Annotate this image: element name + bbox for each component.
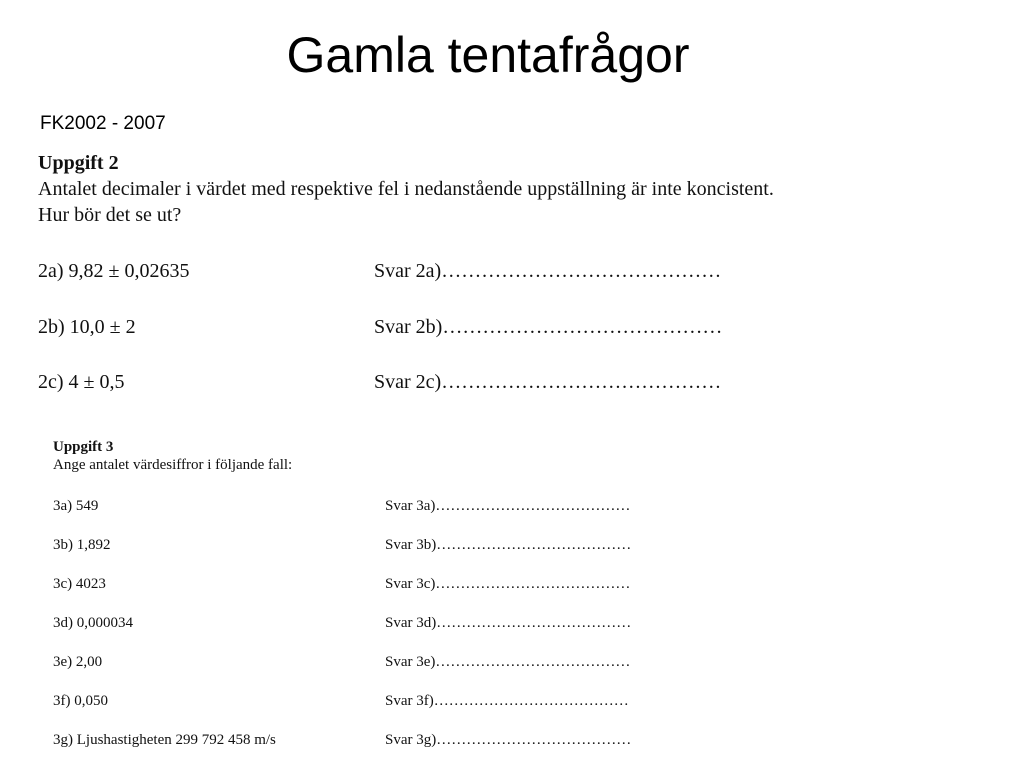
task2-item	[38, 314, 938, 340]
task2-item	[38, 258, 938, 284]
task3-item	[53, 613, 753, 633]
task3-question: 3c) 4023	[53, 576, 106, 592]
task3-item	[53, 691, 753, 711]
task3-text: Ange antalet värdesiffror i följande fall:	[53, 457, 293, 473]
task3-excerpt	[53, 438, 753, 748]
task3-question: 3b) 1,892	[53, 537, 111, 553]
task3-question: 3g) Ljushastigheten 299 792 458 m/s	[53, 732, 276, 748]
task2-text	[38, 176, 918, 228]
task3-answer-line: Svar 3a)…………………………………	[385, 498, 631, 514]
task3-answer-line: Svar 3b)…………………………………	[385, 537, 632, 553]
task3-item	[53, 574, 753, 594]
task3-item	[53, 496, 753, 516]
task3-answer-line: Svar 3f)…………………………………	[385, 693, 629, 709]
slide-title: Gamla tentafrågor	[286, 27, 690, 83]
task3-item	[53, 652, 753, 672]
task2-answer-line: Svar 2a)……………………………………	[374, 260, 722, 282]
task2-text-line: Antalet decimaler i värdet med respektive fel i nedanstående uppställning är inte koncistent.	[38, 178, 774, 200]
source-label: FK2002 - 2007	[40, 113, 166, 134]
task2-answer-line: Svar 2b)……………………………………	[374, 316, 723, 338]
task3-item	[53, 730, 753, 750]
task2-question: 2b) 10,0 ± 2	[38, 316, 136, 338]
task3-answer-line: Svar 3d)…………………………………	[385, 615, 632, 631]
task2-question: 2c) 4 ± 0,5	[38, 371, 125, 393]
task3-item	[53, 535, 753, 555]
task3-question: 3a) 549	[53, 498, 99, 514]
task3-question: 3f) 0,050	[53, 693, 108, 709]
task2-excerpt	[38, 150, 938, 393]
task3-heading: Uppgift 3	[53, 439, 114, 455]
task3-answer-line: Svar 3g)…………………………………	[385, 732, 632, 748]
task2-text-line: Hur bör det se ut?	[38, 204, 182, 226]
task3-answer-line: Svar 3c)…………………………………	[385, 576, 631, 592]
task2-answer-line: Svar 2c)……………………………………	[374, 371, 722, 393]
task2-item	[38, 369, 938, 395]
task3-answer-line: Svar 3e)…………………………………	[385, 654, 631, 670]
task2-heading: Uppgift 2	[38, 152, 119, 174]
task3-question: 3e) 2,00	[53, 654, 103, 670]
task2-question: 2a) 9,82 ± 0,02635	[38, 260, 190, 282]
task3-question: 3d) 0,000034	[53, 615, 133, 631]
